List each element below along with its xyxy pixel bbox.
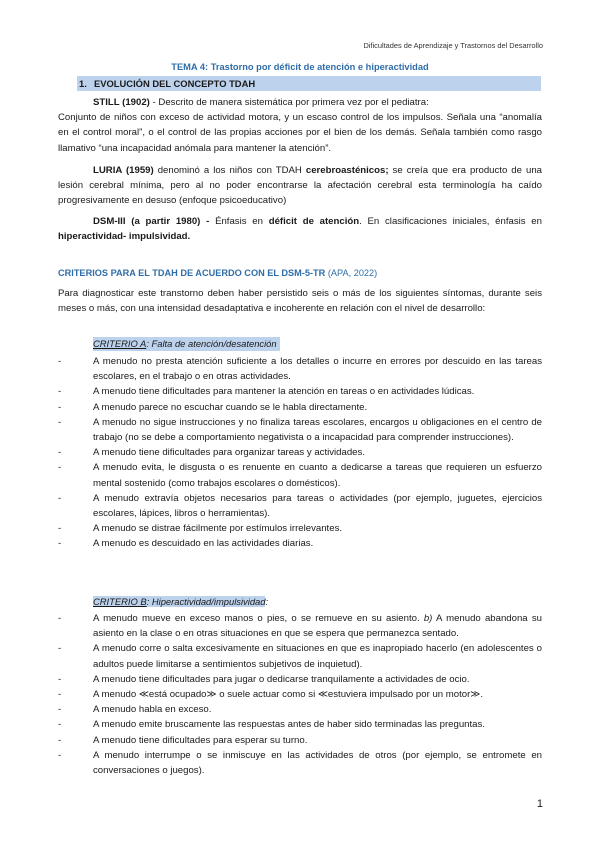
- list-item-text: A menudo parece no escuchar cuando se le habla directamente.: [93, 401, 368, 413]
- criterio-b-highlight: [93, 596, 265, 607]
- list-item: [58, 536, 542, 551]
- criterio-b-item-1-a: A menudo mueve en exceso manos o pies, o se remueve en su asiento.: [93, 613, 424, 624]
- criterio-b-list: [58, 611, 542, 778]
- list-item-text: A menudo es descuidado en las actividades diarias.: [93, 538, 314, 550]
- list-dash: -: [58, 356, 62, 367]
- criteria-title-bold: CRITERIOS PARA EL TDAH DE ACUERDO CON EL DSM-5-TR: [58, 268, 326, 278]
- list-item: [58, 672, 542, 687]
- list-item-text: A menudo no sigue instrucciones y no finaliza tareas escolares, encargos u obligaciones en el centro de trabajo (no se debe a comportamiento negativista o a incapacidad para comprender instrucciones).: [93, 416, 542, 444]
- criterio-b-colon: :: [265, 596, 269, 607]
- list-item: [58, 491, 542, 521]
- list-dash: -: [58, 401, 62, 413]
- list-item-text: A menudo se distrae fácilmente por estímulos irrelevantes.: [93, 523, 343, 535]
- list-item-text: A menudo corre o salta excesivamente en situaciones en que es inapropiado hacerlo (en adolescentes o adultos puede limitarse a sentimientos subjetivos de inquietud).: [93, 643, 542, 670]
- section-1-heading-text: EVOLUCIÓN DEL CONCEPTO TDAH: [94, 78, 256, 89]
- still-lead: - Descrito de manera sistemática por primera vez por el pediatra:: [149, 97, 429, 108]
- running-header: Dificultades de Aprendizaje y Trastornos del Desarrollo: [363, 41, 543, 50]
- still-paragraph: [58, 95, 542, 156]
- list-dash: -: [58, 386, 62, 398]
- list-dash: -: [58, 492, 62, 504]
- list-item-text: A menudo tiene dificultades para jugar o dedicarse tranquilamente a actividades de ocio.: [93, 673, 470, 685]
- list-item-text: A menudo habla en exceso.: [93, 704, 212, 716]
- list-item-text: A menudo ≪está ocupado≫ o suele actuar como si ≪estuviera impulsado por un motor≫.: [93, 689, 484, 701]
- list-item: [58, 748, 542, 778]
- list-item-text: A menudo tiene dificultades para organizar tareas y actividades.: [93, 447, 365, 459]
- list-item: [58, 415, 542, 445]
- list-item: [58, 354, 542, 384]
- criteria-title-citation: (APA, 2022): [325, 268, 378, 278]
- luria-text-2: se creía que era producto de una lesión cerebral mínima, pero al no poder encontrarse la afectación cerebral esta terminología ha caído progresivamente en desuso (enfoque psicoeducativo): [58, 165, 542, 207]
- still-body: Conjunto de niños con exceso de actividad motora, y un escaso control de los impulsos. Señala una “anomalía en el control moral”, o el control de las propias acciones por el bien de los demás. Señala también como rasgo llamativo “una incapacidad anómala para mantener la atención”.: [58, 112, 542, 154]
- list-item-text: A menudo evita, le disgusta o es renuente en cuanto a dedicarse a tareas que requieren un esfuerzo mental sostenido (como trabajos escolares o domésticos).: [93, 462, 542, 489]
- list-item: [58, 460, 542, 490]
- luria-paragraph: [58, 163, 542, 209]
- list-dash: -: [58, 447, 62, 459]
- section-1-heading: [77, 76, 541, 91]
- list-item: [58, 400, 542, 415]
- list-item: [58, 521, 542, 536]
- list-item-text: A menudo no presta atención suficiente a los detalles o incurre en errores por descuido en las tareas escolares, en el trabajo o en otras actividades.: [93, 356, 542, 383]
- list-dash: -: [58, 704, 62, 716]
- luria-name: LURIA (1959): [93, 165, 154, 176]
- dsm3-term-2: hiperactividad- impulsividad.: [58, 231, 191, 243]
- list-item: [58, 717, 542, 732]
- document-title: TEMA 4: Trastorno por déficit de atención e hiperactividad: [171, 62, 429, 72]
- list-item: [58, 611, 542, 641]
- still-name: STILL (1902): [93, 97, 150, 108]
- list-item-text: A menudo emite bruscamente las respuestas antes de haber sido terminadas las preguntas.: [93, 719, 485, 731]
- list-item: [58, 445, 542, 460]
- list-item: [58, 641, 542, 671]
- list-dash: -: [58, 613, 62, 624]
- list-item-text: A menudo interrumpe o se inmiscuye en las actividades de otros (por ejemplo, se entromete en conversaciones o juegos).: [93, 749, 542, 777]
- dsm3-name: DSM-III (a partir 1980) -: [93, 216, 210, 227]
- dsm3-text-2: . En clasificaciones iniciales, énfasis en: [359, 216, 542, 227]
- list-dash: -: [58, 734, 62, 746]
- criterio-b-title: : Hiperactividad/impulsividad: [146, 596, 266, 607]
- criterio-a-heading: [93, 337, 280, 351]
- list-dash: -: [58, 643, 62, 655]
- criterio-b-heading: [93, 595, 271, 609]
- criteria-intro: Para diagnosticar este transtorno deben haber persistido seis o más de los siguientes síntomas, durante seis meses o más, con una intensidad desadaptativa e incoherente en relación con el nivel de desarrollo:: [58, 288, 542, 315]
- list-item: [58, 687, 542, 702]
- dsm3-term: déficit de atención: [268, 216, 360, 227]
- criterio-a-title: : Falta de atención/desatención: [146, 338, 277, 349]
- list-dash: -: [58, 416, 62, 428]
- criterio-a-list: [58, 354, 542, 552]
- list-item: [58, 702, 542, 717]
- list-dash: -: [58, 673, 62, 685]
- criterio-b-item-1-c: A menudo abandona su asiento en la clase o en otras situaciones en que se espera que permanezca sentado.: [93, 613, 542, 640]
- page-number: 1: [536, 798, 543, 810]
- list-item: [58, 733, 542, 748]
- list-dash: -: [58, 749, 62, 761]
- list-item-text: A menudo tiene dificultades para mantener la atención en tareas o en actividades lúdicas.: [93, 386, 475, 398]
- luria-text-1: denominó a los niños con TDAH: [153, 165, 306, 176]
- still-lead-line: [58, 95, 542, 110]
- section-1-number: 1.: [79, 78, 87, 89]
- list-dash: -: [58, 689, 62, 701]
- dsm3-text-1: Énfasis en: [209, 216, 269, 227]
- list-item: [58, 384, 542, 399]
- criteria-section-title: [58, 266, 377, 281]
- list-dash: -: [58, 538, 62, 550]
- dsm3-paragraph: [58, 214, 542, 244]
- list-dash: -: [58, 719, 62, 731]
- list-item-text: A menudo extravía objetos necesarios para tareas o actividades (por ejemplo, juguetes, ejercicios escolares, lápices, libros o herramientas).: [93, 492, 542, 520]
- luria-term: cerebroasténicos;: [305, 165, 389, 176]
- list-dash: -: [58, 462, 62, 474]
- list-item-text: A menudo tiene dificultades para esperar su turno.: [93, 734, 308, 746]
- criterio-b-item-1-b: b): [423, 613, 433, 624]
- list-dash: -: [58, 523, 62, 535]
- criterio-b-label: CRITERIO B: [93, 596, 147, 607]
- criterio-a-label: CRITERIO A: [93, 338, 147, 349]
